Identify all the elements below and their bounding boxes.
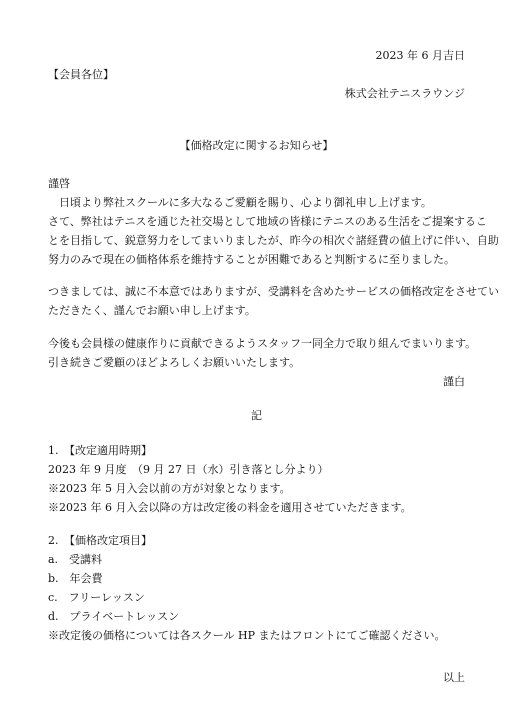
list-item: a. 受講料 [48,553,103,566]
greeting-opening: 謹啓 [48,177,70,190]
section-line: 2023 年 9 月度 （9 月 27 日（水）引き落とし分より） [48,463,329,476]
end-marker: 以上 [443,671,465,684]
sender-company: 株式会社テニスラウンジ [344,87,465,100]
greeting-line: 日頃より弊社スクールに多大なるご愛顧を賜り、心より御礼申し上げます。 [48,196,432,209]
greeting-line: さて、弊社はテニスを通じた社交場として地域の皆様にテニスのある生活をご提案するこ [48,215,487,228]
section-heading: 2. 【価格改定項目】 [48,534,152,547]
paragraph-line: つきましては、誠に不本意ではありますが、受講料を含めたサービスの価格改定をさせてい [48,285,499,298]
recipient-line: 【会員各位】 [48,68,114,81]
list-item: d. プライベートレッスン [48,610,180,623]
list-item: b. 年会費 [48,572,103,585]
section-line: ※2023 年 6 月入会以降の方は改定後の料金を適用させていただきます。 [48,501,412,514]
section-note: ※改定後の価格については各スクール HP またはフロントにてご確認ください。 [48,629,446,642]
greeting-line: 努力のみで現在の価格体系を維持することが困難であると判断するに至りました。 [48,253,455,266]
greeting-line: とを目指して、鋭意努力をしてまいりましたが、昨今の相次ぐ諸経費の値上げに伴い、自助 [48,234,499,247]
section-heading: 1. 【改定適用時期】 [48,444,152,457]
list-item: c. フリーレッスン [48,591,145,604]
paragraph-line: 今後も会員様の健康作りに貢献できるようスタッフ一同全力で取り組んでまいります。 [48,337,477,350]
ki-marker: 記 [251,409,262,422]
document-date: 2023 年 6 月吉日 [375,49,465,62]
section-line: ※2023 年 5 月入会以前の方が対象となります。 [48,482,291,495]
document-title: 【価格改定に関するお知らせ】 [179,139,334,152]
closing-word: 謹白 [443,375,465,388]
paragraph-line: 引き続きご愛顧のほどよろしくお願いいたします。 [48,356,301,369]
paragraph-line: ただきたく、謹んでお願い申し上げます。 [48,304,256,317]
